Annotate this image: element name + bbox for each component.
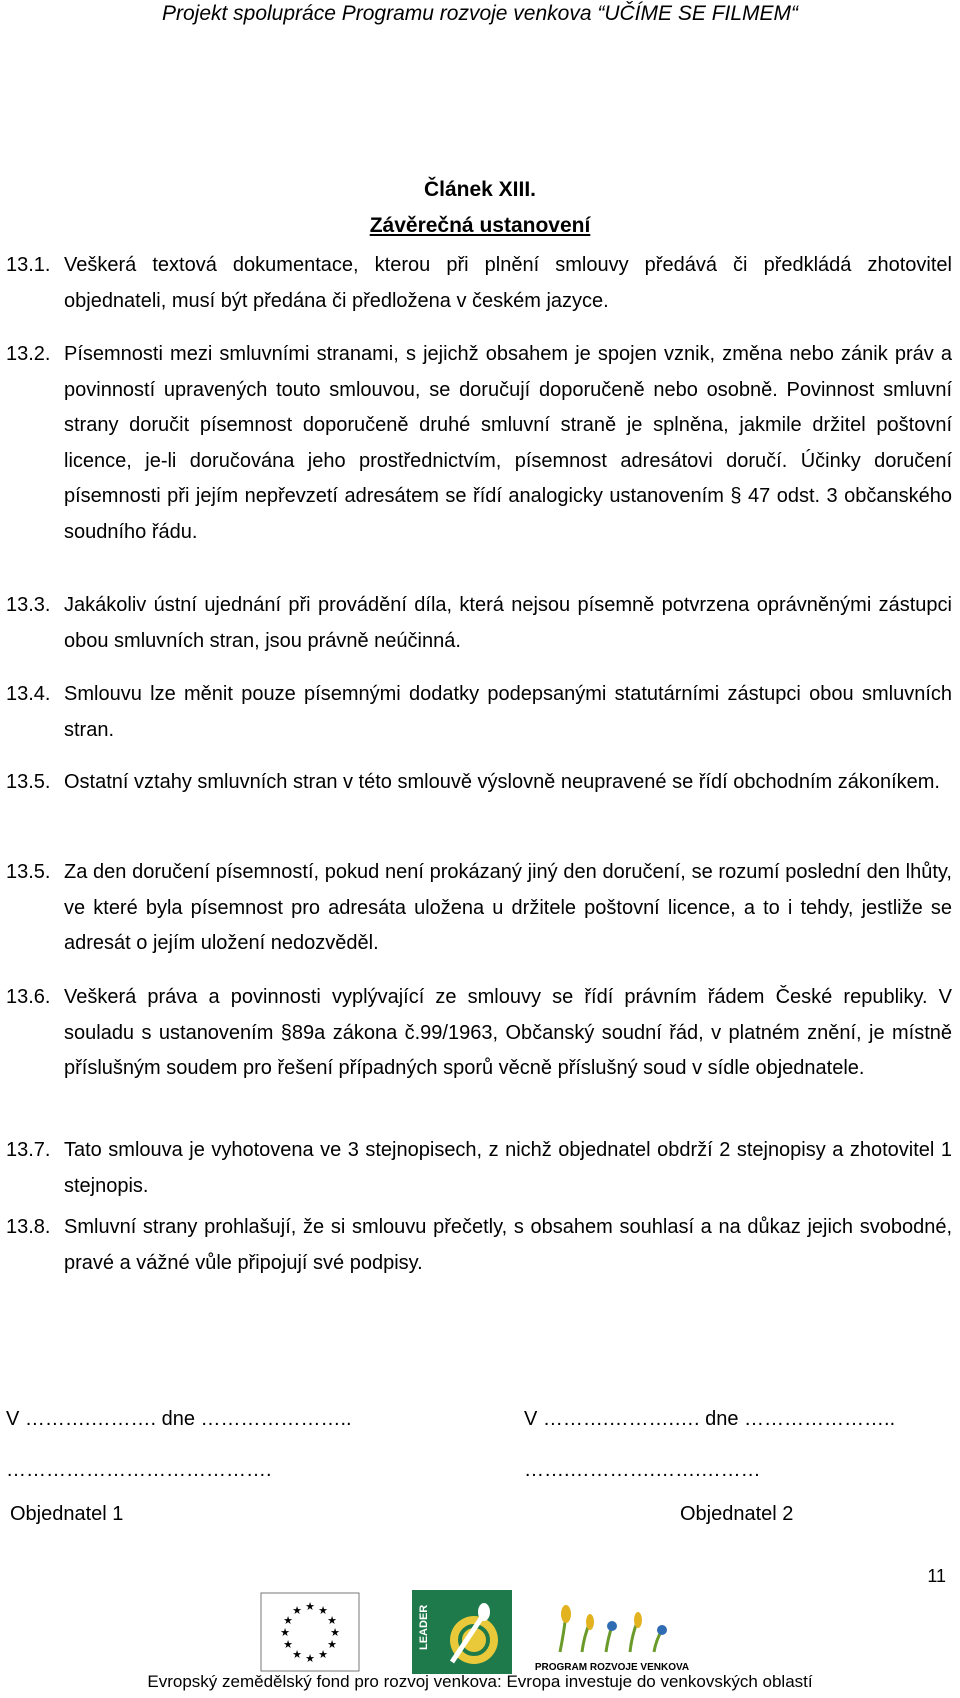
clause-13-1	[6, 248, 952, 319]
article-subtitle: Závěrečná ustanovení	[369, 214, 591, 237]
svg-text:★: ★	[330, 1626, 340, 1639]
signature-left-label: Objednatel 1	[10, 1503, 124, 1525]
eu-flag-logo	[260, 1592, 360, 1672]
signature-right-label: Objednatel 2	[680, 1503, 794, 1525]
signature-left-place: V ……….………. dne …………………..	[6, 1408, 352, 1430]
svg-text:★: ★	[305, 1652, 315, 1665]
svg-text:★: ★	[283, 1614, 293, 1627]
clause-13-8	[6, 1210, 952, 1281]
clause-text: Za den doručení písemností, pokud není prokázaný jiný den doručení, se rozumí poslední den lhůty, ve které byla písemnost pro adresáta uložena u držitele poštovní licence, a to i tehdy, jestliže se adresát o jejím uložení nedozvěděl.	[64, 861, 952, 954]
clause-number: 13.8.	[6, 1216, 51, 1238]
svg-text:★: ★	[280, 1626, 290, 1639]
clause-text: Veškerá práva a povinnosti vyplývající ze smlouvy se řídí právním řádem České republiky. V souladu s ustanovením §89a zákona č.99/1963, Občanský soudní řád, v platném znění, je místně příslušným soudem pro řešení případných sporů věcně příslušný soud v sídle objednatele.	[64, 986, 952, 1079]
svg-text:★: ★	[327, 1638, 337, 1651]
clause-text: Tato smlouva je vyhotovena ve 3 stejnopisech, z nichž objednatel obdrží 2 stejnopisy a zhotovitel 1 stejnopis.	[64, 1139, 952, 1197]
article-title: Článek XIII.	[423, 178, 537, 201]
svg-text:★: ★	[283, 1638, 293, 1651]
svg-text:LEADER: LEADER	[418, 1604, 430, 1650]
svg-text:★: ★	[318, 1604, 328, 1617]
clause-number: 13.3.	[6, 594, 51, 616]
svg-text:★: ★	[292, 1604, 302, 1617]
svg-text:★: ★	[327, 1614, 337, 1627]
clause-text: Ostatní vztahy smluvních stran v této smlouvě výslovně neupravené se řídí obchodním zákoníkem.	[64, 771, 940, 793]
clause-number: 13.1.	[6, 254, 51, 276]
logo-strip	[0, 1590, 960, 1680]
svg-text:★: ★	[292, 1648, 302, 1661]
clause-number: 13.5.	[6, 861, 51, 883]
prv-logo	[520, 1592, 690, 1676]
clause-13-7	[6, 1133, 952, 1204]
svg-text:★: ★	[305, 1600, 315, 1613]
clause-text: Smlouvu lze měnit pouze písemnými dodatky podepsanými statutárními zástupci obou smluvních stran.	[64, 683, 952, 741]
clause-number: 13.4.	[6, 683, 51, 705]
clause-text: Veškerá textová dokumentace, kterou při plnění smlouvy předává či předkládá zhotovitel objednateli, musí být předána či předložena v českém jazyce.	[64, 254, 952, 312]
clause-13-2	[6, 337, 952, 550]
clause-text: Smluvní strany prohlašují, že si smlouvu přečetly, s obsahem souhlasí a na důkaz jejich svobodné, pravé a vážné vůle připojují své podpisy.	[64, 1216, 952, 1274]
signature-right-line: …….………….…….………	[524, 1459, 761, 1481]
clause-text: Písemnosti mezi smluvními stranami, s jejichž obsahem je spojen vznik, změna nebo zánik práv a povinností upravených touto smlouvou, se doručují doporučeně nebo osobně. Povinnost smluvní strany doručit písemnost doporučeně druhé smluvní straně je splněna, jakmile držitel poštovní licence, je-li doručována jeho prostřednictvím, písemnost adresátovi doručí. Účinky doručení písemnosti při jejím nepřevzetí adresátem se řídí analogicky ustanovením § 47 odst. 3 občanského soudního řádu.	[64, 343, 952, 543]
page-number: 11	[927, 1566, 946, 1586]
clause-number: 13.2.	[6, 343, 51, 365]
signature-left-line: ………………………………….	[6, 1459, 272, 1481]
clause-13-5b	[6, 855, 952, 962]
clause-text: Jakákoliv ústní ujednání při provádění díla, která nejsou písemně potvrzena oprávněnými zástupci obou smluvních stran, jsou právně neúčinná.	[64, 594, 952, 652]
leader-logo	[412, 1590, 512, 1674]
clause-number: 13.6.	[6, 986, 51, 1008]
clause-13-4	[6, 677, 952, 748]
svg-text:PROGRAM ROZVOJE VENKOVA: PROGRAM ROZVOJE VENKOVA	[534, 1662, 690, 1673]
clause-13-5a	[6, 765, 952, 801]
clause-number: 13.7.	[6, 1139, 51, 1161]
page-header: Projekt spolupráce Programu rozvoje venkova “UČÍME SE FILMEM“	[161, 2, 799, 25]
page-footer: Evropský zemědělský fond pro rozvoj venkova: Evropa investuje do venkovských oblastí	[147, 1672, 813, 1691]
clause-13-6	[6, 980, 952, 1087]
clause-number: 13.5.	[6, 771, 51, 793]
signature-right-place: V ……….……….…. dne …………………..	[524, 1408, 896, 1430]
clause-13-3	[6, 588, 952, 659]
svg-text:★: ★	[318, 1648, 328, 1661]
